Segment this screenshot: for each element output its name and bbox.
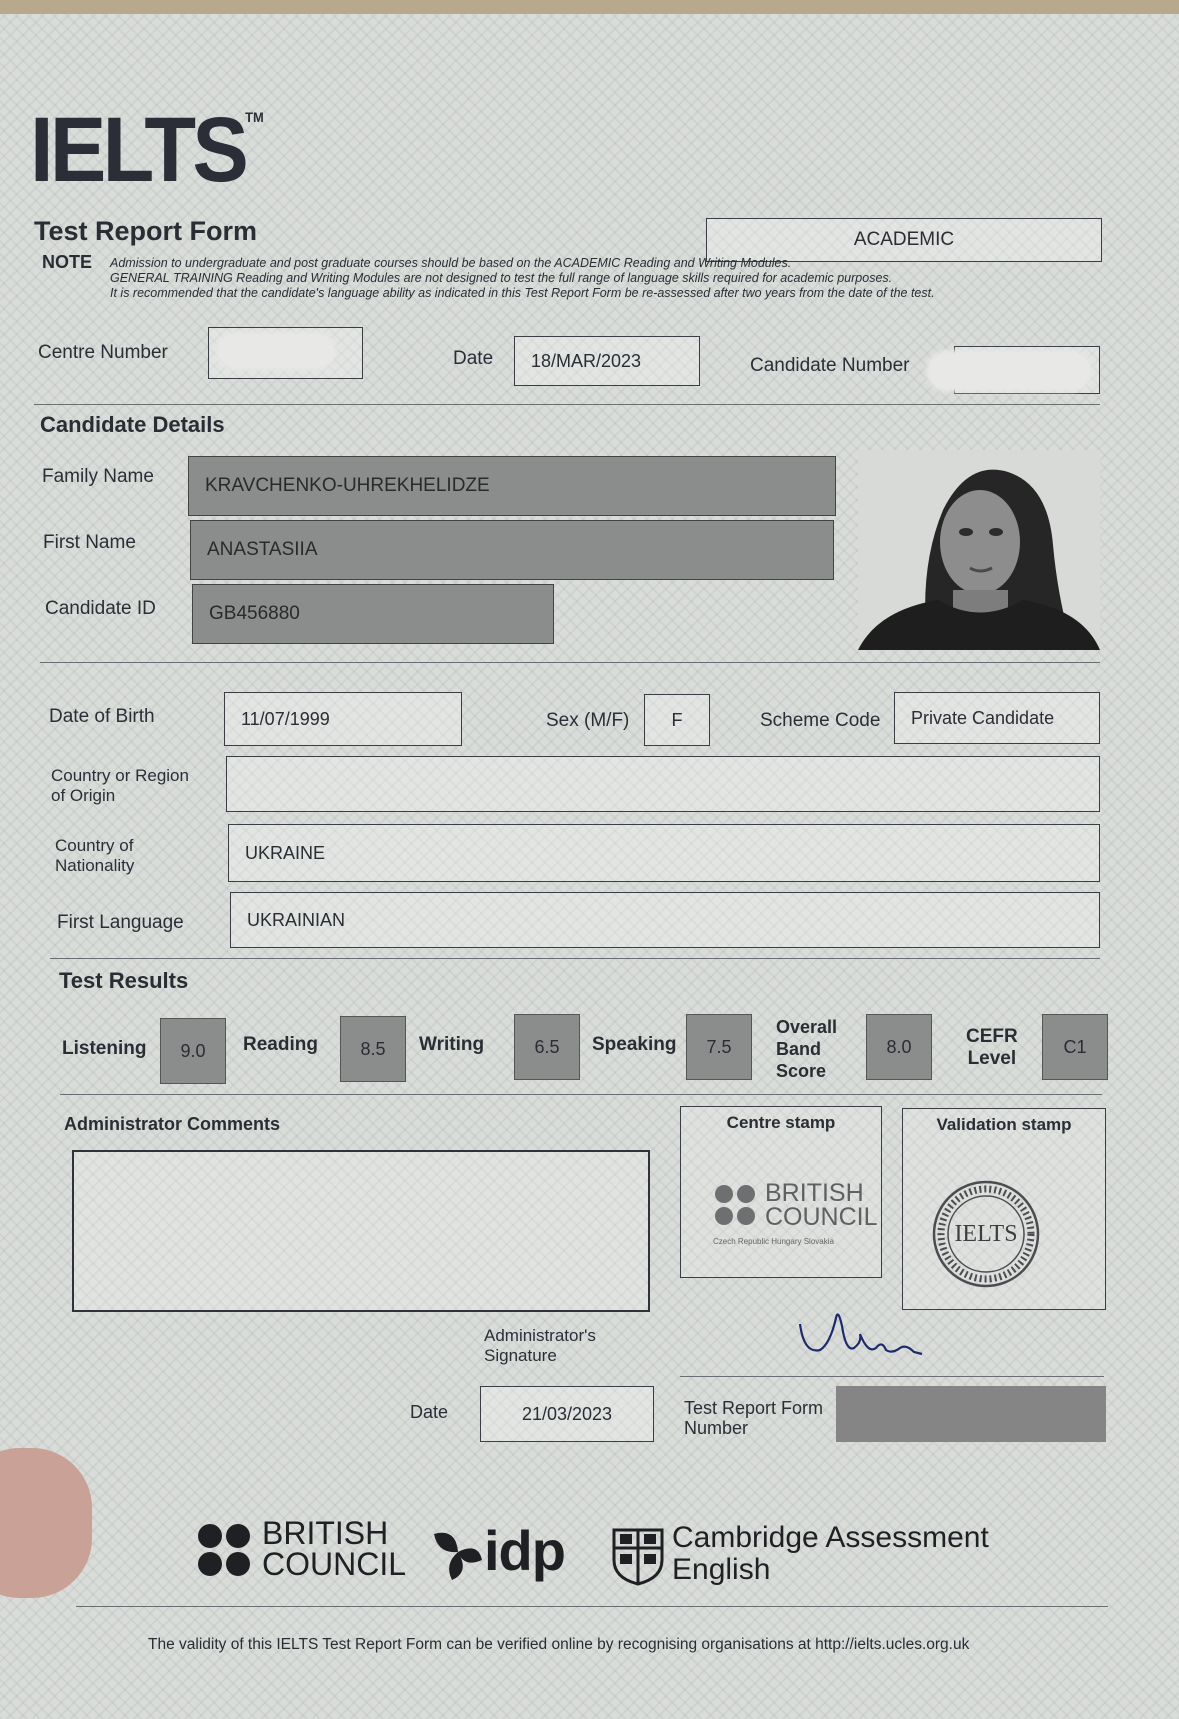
overall-band-score: 8.0 bbox=[866, 1014, 932, 1080]
date-label: Date bbox=[453, 348, 494, 369]
note-label: NOTE bbox=[42, 252, 93, 272]
divider bbox=[40, 662, 1100, 663]
candidate-id-label: Candidate ID bbox=[45, 598, 156, 619]
writing-label: Writing bbox=[419, 1034, 485, 1055]
british-council-dots-icon bbox=[196, 1522, 252, 1578]
overall-band-label: Overall Band Score bbox=[776, 1017, 838, 1081]
british-council-dots-icon bbox=[713, 1183, 757, 1227]
thumb bbox=[0, 1448, 92, 1598]
sex-label: Sex (M/F) bbox=[546, 710, 630, 731]
centre-stamp-label: Centre stamp bbox=[726, 1113, 836, 1132]
nationality-label: Country of Nationality bbox=[55, 836, 135, 875]
note-text: Admission to undergraduate and post graduate courses should be based on the ACADEMIC Reading and Writing Modules. GENERAL TRAINING Reading and Writing Modules are not designed to test the full range of language skills required for academic purposes. It is recommended that the candidate's language ability as indicated in this Test Report Form be re-assessed after two years from the date of the test. bbox=[110, 256, 935, 300]
reading-score: 8.5 bbox=[340, 1016, 406, 1082]
scheme-code-label: Scheme Code bbox=[760, 710, 881, 731]
sex-field: F bbox=[644, 694, 710, 746]
test-results-title: Test Results bbox=[59, 968, 189, 993]
test-date-box: 18/MAR/2023 bbox=[514, 336, 700, 386]
trf-number-redacted bbox=[836, 1386, 1106, 1442]
listening-score: 9.0 bbox=[160, 1018, 226, 1084]
reading-label: Reading bbox=[243, 1034, 318, 1055]
speaking-score: 7.5 bbox=[686, 1014, 752, 1080]
signature-icon bbox=[790, 1304, 930, 1376]
first-language-label: First Language bbox=[57, 912, 184, 933]
page-title: Test Report Form bbox=[34, 216, 258, 246]
admin-date-field: 21/03/2023 bbox=[480, 1386, 654, 1442]
centre-number-label: Centre Number bbox=[38, 342, 168, 363]
candidate-details-title: Candidate Details bbox=[40, 412, 225, 437]
dob-field: 11/07/1999 bbox=[224, 692, 462, 746]
test-report-form: IELTS™ Test Report Form ACADEMIC NOTE Admission to undergraduate and post graduate courses should be based on the ACADEMIC Reading and Writing Modules. GENERAL TRAINING Reading and Writing Modules are not designed to test the full range of language skills required for academic purposes. It is recommended that the candidate's language ability as indicated in this Test Report Form be re-assessed after two years from the date of the test. Centre Number Date 18/MAR/2023 Candidate Number Candidate Details Family Name KRAVCHENKO-UHREKHELIDZE First Name ANASTASIIA Candidate ID GB456880 Date of Birth 11/07/1999 Sex (M/F) F Scheme Code Private Candidate Country or Region of Origin Country of Nationality UKRAINE First Language UKRAINIAN Test Results Listening 9.0 Reading 8.5 Writing 6.5 Speaking 7.5 Overall Band Score 8.0 CEFR Level C1 Administrator Comments Centre stamp BRITISH COUNCIL Czech Republic Hungary Slovakia Validation stamp IELTS Administrator's Signature Date 21/03/2023 Test Report Form Number BRITISH COUNCIL idp Cambridge Assessment English The validity of this IELTS Test Report Form can be verified online by recognising organisations at http://ielts.ucles.org.uk bbox=[0, 14, 1179, 1719]
divider bbox=[50, 958, 1100, 959]
validation-stamp-label: Validation stamp bbox=[936, 1115, 1072, 1134]
trf-number-label: Test Report Form Number bbox=[684, 1398, 824, 1438]
divider bbox=[34, 404, 1100, 405]
idp-leaf-icon bbox=[428, 1524, 484, 1584]
candidate-photo bbox=[858, 450, 1100, 650]
divider bbox=[680, 1376, 1104, 1377]
first-name-label: First Name bbox=[43, 532, 136, 553]
admin-date-label: Date bbox=[410, 1402, 449, 1422]
ielts-seal: IELTS bbox=[931, 1179, 1041, 1289]
family-name-field: KRAVCHENKO-UHREKHELIDZE bbox=[188, 456, 836, 516]
admin-comments-label: Administrator Comments bbox=[64, 1114, 281, 1134]
redaction bbox=[926, 350, 1092, 392]
divider bbox=[60, 1094, 1102, 1095]
admin-signature-label: Administrator's Signature bbox=[484, 1326, 596, 1365]
module-box: ACADEMIC bbox=[706, 218, 1102, 262]
portrait-image bbox=[858, 450, 1100, 650]
family-name-label: Family Name bbox=[42, 466, 154, 487]
divider bbox=[76, 1606, 1108, 1607]
dob-label: Date of Birth bbox=[49, 706, 155, 727]
scheme-code-field: Private Candidate bbox=[894, 692, 1100, 744]
cambridge-shield-icon bbox=[612, 1526, 664, 1586]
origin-label: Country or Region of Origin bbox=[51, 766, 189, 805]
listening-label: Listening bbox=[62, 1038, 147, 1059]
ielts-logo: IELTS™ bbox=[30, 99, 264, 201]
centre-stamp-box: Centre stamp BRITISH COUNCIL Czech Republic Hungary Slovakia bbox=[680, 1106, 882, 1278]
first-language-field: UKRAINIAN bbox=[230, 892, 1100, 948]
writing-score: 6.5 bbox=[514, 1014, 580, 1080]
redaction bbox=[216, 332, 336, 370]
origin-field bbox=[226, 756, 1100, 812]
first-name-field: ANASTASIIA bbox=[190, 520, 834, 580]
admin-comments-box bbox=[72, 1150, 650, 1312]
candidate-id-field: GB456880 bbox=[192, 584, 554, 644]
validity-notice: The validity of this IELTS Test Report Form can be verified online by recognising organisations at http://ielts.ucles.org.uk bbox=[148, 1636, 970, 1653]
candidate-number-label: Candidate Number bbox=[750, 355, 910, 376]
administrator-signature bbox=[790, 1304, 930, 1381]
validation-stamp-box bbox=[902, 1108, 1106, 1310]
cefr-label: CEFR Level bbox=[966, 1026, 1018, 1069]
cefr-level: C1 bbox=[1042, 1014, 1108, 1080]
nationality-field: UKRAINE bbox=[228, 824, 1100, 882]
speaking-label: Speaking bbox=[592, 1034, 677, 1055]
